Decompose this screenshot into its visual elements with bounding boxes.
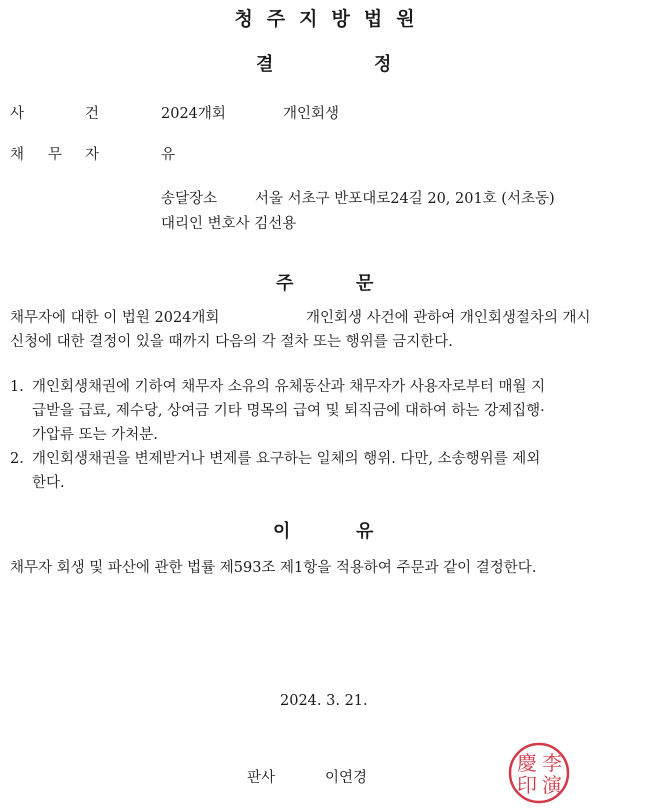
order-heading-right: 문 — [356, 273, 374, 294]
seal-char: 慶 — [517, 751, 537, 775]
list-item-line: 급받을 급료, 제수당, 상여금 기타 명목의 급여 및 퇴직금에 대하여 하는 강제집행· — [32, 403, 545, 419]
reason-text: 채무자 회생 및 파산에 관한 법률 제593조 제1항을 적용하여 주문과 같이 결정한다. — [10, 560, 537, 576]
order-intro-line2: 신청에 대한 결정이 있을 때까지 다음의 각 절차 또는 행위를 금지한다. — [10, 334, 453, 350]
order-intro-line1-a: 채무자에 대한 이 법원 2024개회 — [10, 310, 220, 326]
doc-type-right: 정 — [374, 54, 392, 75]
judge-title: 판사 — [247, 770, 276, 786]
reason-heading-right: 유 — [356, 521, 374, 542]
order-heading-left: 주 — [276, 273, 294, 294]
service-label: 송달장소 — [161, 191, 218, 207]
debtor-label-1: 채 — [10, 147, 25, 163]
judge-name: 이연경 — [325, 770, 368, 786]
decision-date: 2024. 3. 21. — [280, 693, 368, 709]
service-address: 서울 서초구 반포대로24길 20, 201호 (서초동) — [255, 191, 555, 207]
list-item-number: 2. — [10, 451, 24, 467]
list-item-line: 한다. — [32, 475, 65, 491]
case-number: 2024개회 — [161, 106, 226, 122]
case-name: 개인회생 — [283, 106, 340, 122]
case-label-left: 사 — [10, 106, 25, 122]
list-item-line: 개인회생채권에 기하여 채무자 소유의 유체동산과 채무자가 사용자로부터 매월 지 — [32, 379, 546, 395]
list-item — [10, 447, 640, 495]
doc-type-left: 결 — [256, 54, 274, 75]
service-agent: 대리인 변호사 김선용 — [161, 216, 297, 232]
order-items-list — [10, 375, 640, 495]
seal-char: 演 — [542, 773, 562, 797]
list-item-line: 개인회생채권을 변제받거나 변제를 요구하는 일체의 행위. 다만, 소송행위를 제외 — [32, 451, 541, 467]
list-item-number: 1. — [10, 379, 24, 395]
seal-char: 印 — [517, 773, 537, 797]
list-item-line: 가압류 또는 가처분. — [32, 427, 158, 443]
debtor-name: 유 — [161, 147, 176, 163]
case-label-right: 건 — [85, 106, 100, 122]
order-intro-line1-b: 개인회생 사건에 관하여 개인회생절차의 개시 — [306, 310, 591, 326]
seal-char: 李 — [542, 751, 562, 775]
court-name: 청주지방법원 — [234, 8, 429, 30]
debtor-label-2: 무 — [48, 147, 63, 163]
reason-heading-left: 이 — [273, 521, 291, 542]
judge-seal — [508, 742, 570, 804]
debtor-label-3: 자 — [85, 147, 100, 163]
list-item — [10, 375, 640, 447]
